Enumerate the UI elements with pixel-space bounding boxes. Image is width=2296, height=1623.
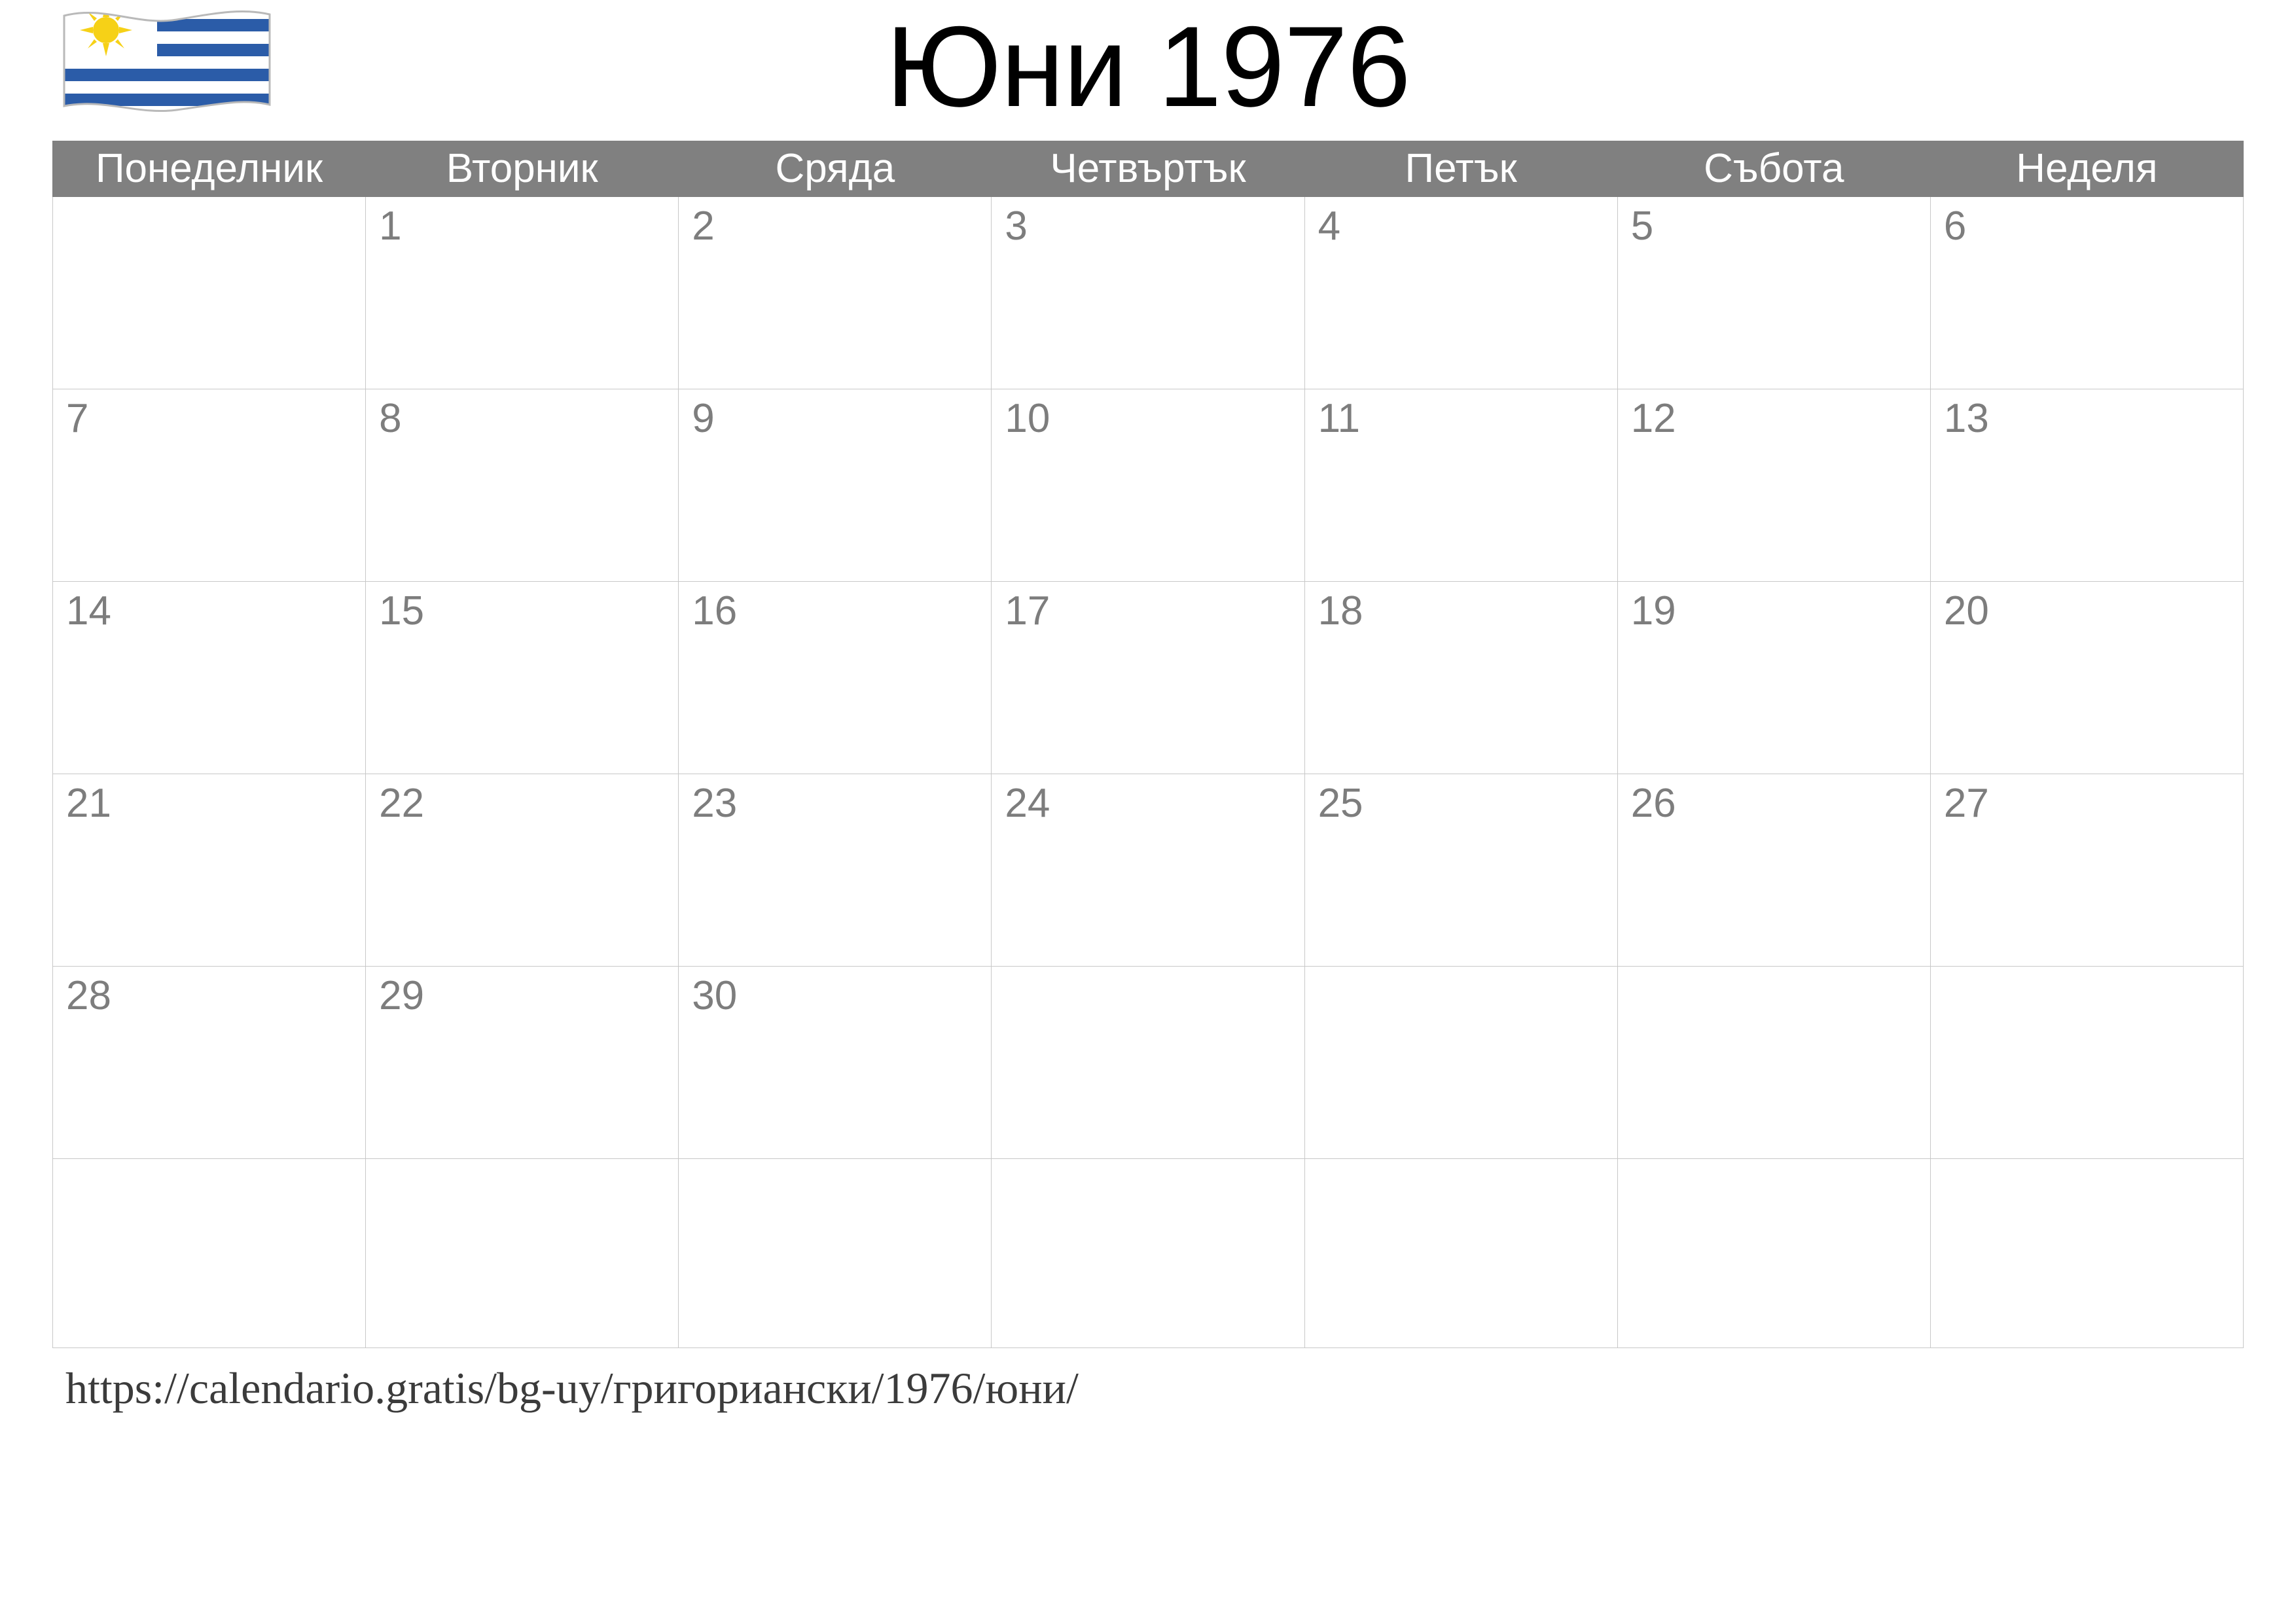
calendar-table (52, 141, 2244, 1348)
day-cell: 9 (679, 389, 992, 582)
weekday-header-wednesday: Сряда (679, 141, 992, 197)
day-cell: 17 (992, 582, 1304, 774)
weekday-header-friday: Петък (1304, 141, 1617, 197)
day-cell (1617, 967, 1930, 1159)
day-cell: 12 (1617, 389, 1930, 582)
weekday-header-tuesday: Вторник (366, 141, 679, 197)
day-cell: 21 (53, 774, 366, 967)
day-cell: 7 (53, 389, 366, 582)
day-cell: 22 (366, 774, 679, 967)
weekday-header-sunday: Неделя (1930, 141, 2243, 197)
day-cell (1930, 1159, 2243, 1348)
source-url[interactable]: https://calendario.gratis/bg-uy/григориански/1976/юни/ (65, 1363, 1079, 1413)
day-cell: 19 (1617, 582, 1930, 774)
page-title: Юни 1976 (886, 3, 1410, 131)
day-cell (1304, 1159, 1617, 1348)
day-cell (992, 1159, 1304, 1348)
day-cell: 26 (1617, 774, 1930, 967)
day-cell: 8 (366, 389, 679, 582)
day-cell: 28 (53, 967, 366, 1159)
day-cell: 5 (1617, 197, 1930, 389)
calendar-week-row (53, 774, 2244, 967)
uruguay-flag-icon (59, 7, 275, 118)
calendar-week-row (53, 197, 2244, 389)
day-cell: 27 (1930, 774, 2243, 967)
day-cell: 25 (1304, 774, 1617, 967)
day-cell: 15 (366, 582, 679, 774)
day-cell: 24 (992, 774, 1304, 967)
page-header (52, 0, 2244, 141)
weekday-header-thursday: Четвъртък (992, 141, 1304, 197)
day-cell: 23 (679, 774, 992, 967)
calendar-week-row (53, 1159, 2244, 1348)
calendar-week-row (53, 582, 2244, 774)
day-cell: 6 (1930, 197, 2243, 389)
day-cell (1930, 967, 2243, 1159)
day-cell: 18 (1304, 582, 1617, 774)
day-cell (1304, 967, 1617, 1159)
weekday-header-row (53, 141, 2244, 197)
day-cell: 14 (53, 582, 366, 774)
day-cell: 13 (1930, 389, 2243, 582)
day-cell (992, 967, 1304, 1159)
day-cell: 29 (366, 967, 679, 1159)
day-cell: 30 (679, 967, 992, 1159)
day-cell: 11 (1304, 389, 1617, 582)
day-cell: 10 (992, 389, 1304, 582)
day-cell: 20 (1930, 582, 2243, 774)
day-cell (1617, 1159, 1930, 1348)
day-cell (679, 1159, 992, 1348)
day-cell: 4 (1304, 197, 1617, 389)
day-cell (366, 1159, 679, 1348)
weekday-header-saturday: Събота (1617, 141, 1930, 197)
calendar-week-row (53, 389, 2244, 582)
weekday-header-monday: Понеделник (53, 141, 366, 197)
day-cell: 2 (679, 197, 992, 389)
day-cell: 16 (679, 582, 992, 774)
day-cell: 3 (992, 197, 1304, 389)
calendar-week-row (53, 967, 2244, 1159)
day-cell (53, 1159, 366, 1348)
day-cell: 1 (366, 197, 679, 389)
day-cell (53, 197, 366, 389)
